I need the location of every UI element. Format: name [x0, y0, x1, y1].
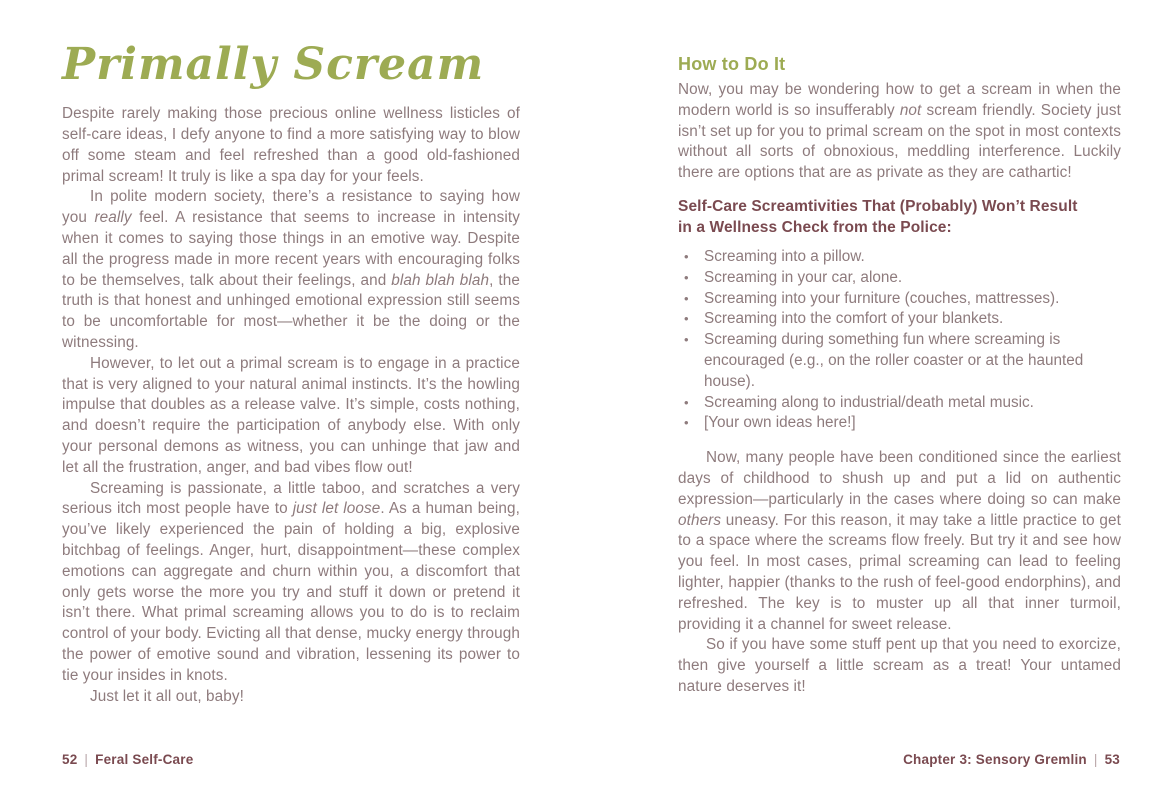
body-paragraph: Screaming is passionate, a little taboo, and scratches a very serious itch most people have to just let loose. As a human being, you’ve likely experienced the pain of holding a big, explosive bitchbag of feelings. Anger, hurt, disappointment—these complex emotions can aggregate and churn within you, a discomfort that only gets worse the more you try and stuff it down or pretend it isn’t there. What primal screaming allows you to do is to reclaim control of your body. Evicting all that dense, mucky energy through the power of emotive sound and vibration, lessening its power to tie your insides in knots. — [62, 479, 520, 684]
list-item — [678, 330, 1121, 392]
list-item-text: [Your own ideas here!] — [704, 414, 856, 432]
bullet-list — [678, 247, 1121, 434]
body-paragraph: Now, many people have been conditioned since the earliest days of childhood to shush up and put a lid on authentic expression—particularly in the cases where doing so can make others uneasy. For this reason, it may take a little practice to get to a space where the screams flow freely. But try it and see how you feel. In most cases, primal screaming can lead to feeling lighter, happier (thanks to the rush of feel-good endorphins), and refreshed. The key is to muster up all that inner turmoil, providing it a channel for sweet release. — [678, 449, 1121, 633]
list-item — [678, 413, 1121, 434]
list-item-text: Screaming into your furniture (couches, mattresses). — [704, 289, 1060, 307]
list-item-text: Screaming in your car, alone. — [704, 268, 903, 286]
subheading-line: Self-Care Screamtivities That (Probably) Won’t Result — [678, 197, 1078, 215]
footer-left — [62, 752, 193, 767]
page-number: 52 — [62, 752, 78, 767]
book-title: Feral Self-Care — [95, 752, 194, 767]
bullet-icon: • — [684, 332, 689, 348]
section-heading: How to Do It — [678, 54, 786, 74]
section-subheading — [678, 196, 1121, 238]
body-paragraph: Now, you may be wondering how to get a scream in when the modern world is so insufferably not scream friendly. Society just isn’t set up for you to primal scream on the spot in most contexts without all sorts of obnoxious, meddling interference. Luckily there are options that are as private as they are cathartic! — [678, 81, 1121, 182]
chapter-label: Chapter 3: Sensory Gremlin — [903, 752, 1087, 767]
bullet-icon: • — [684, 394, 689, 410]
list-item — [678, 247, 1121, 268]
footer-right — [903, 752, 1120, 767]
bullet-icon: • — [684, 269, 689, 285]
bullet-icon: • — [684, 415, 689, 431]
bullet-icon: • — [684, 248, 689, 264]
list-item-text: Screaming into the comfort of your blankets. — [704, 310, 1004, 328]
body-paragraph: Despite rarely making those precious online wellness listicles of self-care ideas, I defy anyone to find a more satisfying way to blow off some steam and feel refreshed than a good old-fashioned primal scream! It truly is like a spa day for your feels. — [62, 105, 520, 185]
list-item-text: Screaming into a pillow. — [704, 247, 865, 265]
body-paragraph: Just let it all out, baby! — [90, 687, 244, 705]
page-left — [62, 39, 520, 707]
body-paragraph: In polite modern society, there’s a resistance to saying how you really feel. A resistance that seems to increase in intensity when it comes to saying those things in an emotive way. Despite all the progress made in more recent years with encouraging folks to be themselves, talk about their feelings, and blah blah blah, the truth is that honest and unhinged emotional expression still seems to be uncomfortable for most—whether it be the doing or the witnessing. — [62, 188, 520, 351]
list-item — [678, 309, 1121, 330]
list-item-text: Screaming along to industrial/death metal music. — [704, 393, 1034, 411]
body-paragraph: So if you have some stuff pent up that you need to exorcize, then give yourself a little scream as a treat! Your untamed nature deserves it! — [678, 636, 1121, 695]
footer-divider: | — [1093, 752, 1098, 767]
page-title: Primally Scream — [62, 39, 485, 90]
list-item-text: Screaming during something fun where screaming is encouraged (e.g., on the roller coaster or at the haunted house). — [704, 331, 1084, 390]
page-number: 53 — [1104, 752, 1120, 767]
bullet-icon: • — [684, 311, 689, 327]
list-item — [678, 268, 1121, 289]
page-right — [678, 54, 1121, 698]
footer-divider: | — [84, 752, 89, 767]
subheading-line: in a Wellness Check from the Police: — [678, 218, 952, 236]
list-item — [678, 289, 1121, 310]
bullet-icon: • — [684, 290, 689, 306]
list-item — [678, 393, 1121, 414]
body-paragraph: However, to let out a primal scream is to engage in a practice that is very aligned to your natural animal instincts. It’s the howling impulse that doubles as a release valve. It’s simple, costs nothing, and doesn’t require the participation of anybody else. With only your personal demons as witness, you can unhinge that jaw and let all the frustration, anger, and bad vibes flow out! — [62, 354, 520, 476]
